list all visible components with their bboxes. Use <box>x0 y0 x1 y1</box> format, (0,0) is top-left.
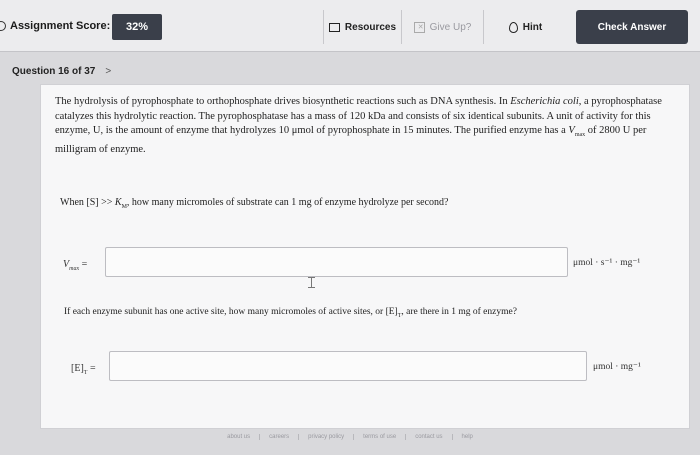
hint-button[interactable]: Hint <box>483 10 567 44</box>
question-panel <box>40 84 690 429</box>
footer-link-about[interactable]: about us <box>218 434 260 440</box>
vmax-label: $V_{max}$ = <box>63 259 88 272</box>
vmax-unit: μmol · s⁻¹ · mg⁻¹ <box>573 258 641 268</box>
next-question-chevron-icon[interactable]: > <box>105 66 112 77</box>
give-up-button[interactable]: ✕ Give Up? <box>401 10 483 44</box>
lightbulb-icon <box>509 22 518 33</box>
score-badge: 32% <box>112 14 162 40</box>
footer-links <box>0 434 700 440</box>
question-1-text: When $[S] >> K_M$, how many micromoles of substrate can 1 mg of enzyme hydrolyze per second? <box>60 197 449 210</box>
problem-text: The hydrolysis of pyrophosphate to orthophosphate drives biosynthetic reactions such as DNA synthesis. In Escherichia coli, a pyrophosphatase catalyzes this hydrolytic reaction. The pyrophosphatase has a mass of 120 kDa and consists of six identical subunits. A unit of activity for this enzyme, U, is the amount of enzyme that hydrolyzes 10 μmol of pyrophosphate in 15 minutes. The purified enzyme has a $V_{max}$ of 2800 U per milligram of enzyme. <box>55 96 662 155</box>
check-answer-button[interactable]: Check Answer <box>576 10 688 44</box>
et-unit: μmol · mg⁻¹ <box>593 362 641 372</box>
score-circle-icon <box>0 21 6 31</box>
text-cursor-icon <box>311 277 312 288</box>
question-nav <box>12 66 111 77</box>
resources-icon <box>329 23 340 32</box>
footer-link-help[interactable]: help <box>461 434 473 440</box>
footer-link-terms[interactable]: terms of use <box>354 434 406 440</box>
resources-button[interactable]: Resources <box>323 10 401 44</box>
top-toolbar <box>0 0 700 52</box>
footer-link-careers[interactable]: careers <box>260 434 299 440</box>
footer-link-privacy[interactable]: privacy policy <box>299 434 354 440</box>
question-2-text: If each enzyme subunit has one active site, how many micromoles of active sites, or $[E]_T$, are there in 1 mg of enzyme? <box>64 307 517 319</box>
question-counter: Question 16 of 37 <box>12 66 96 77</box>
et-answer-input[interactable] <box>109 351 587 381</box>
et-label: $[E]_T$ = <box>71 363 96 376</box>
footer-link-contact[interactable]: contact us <box>406 434 452 440</box>
vmax-answer-input[interactable] <box>105 247 568 277</box>
assignment-score-label: Assignment Score: <box>0 20 110 32</box>
give-up-icon: ✕ <box>414 22 425 33</box>
